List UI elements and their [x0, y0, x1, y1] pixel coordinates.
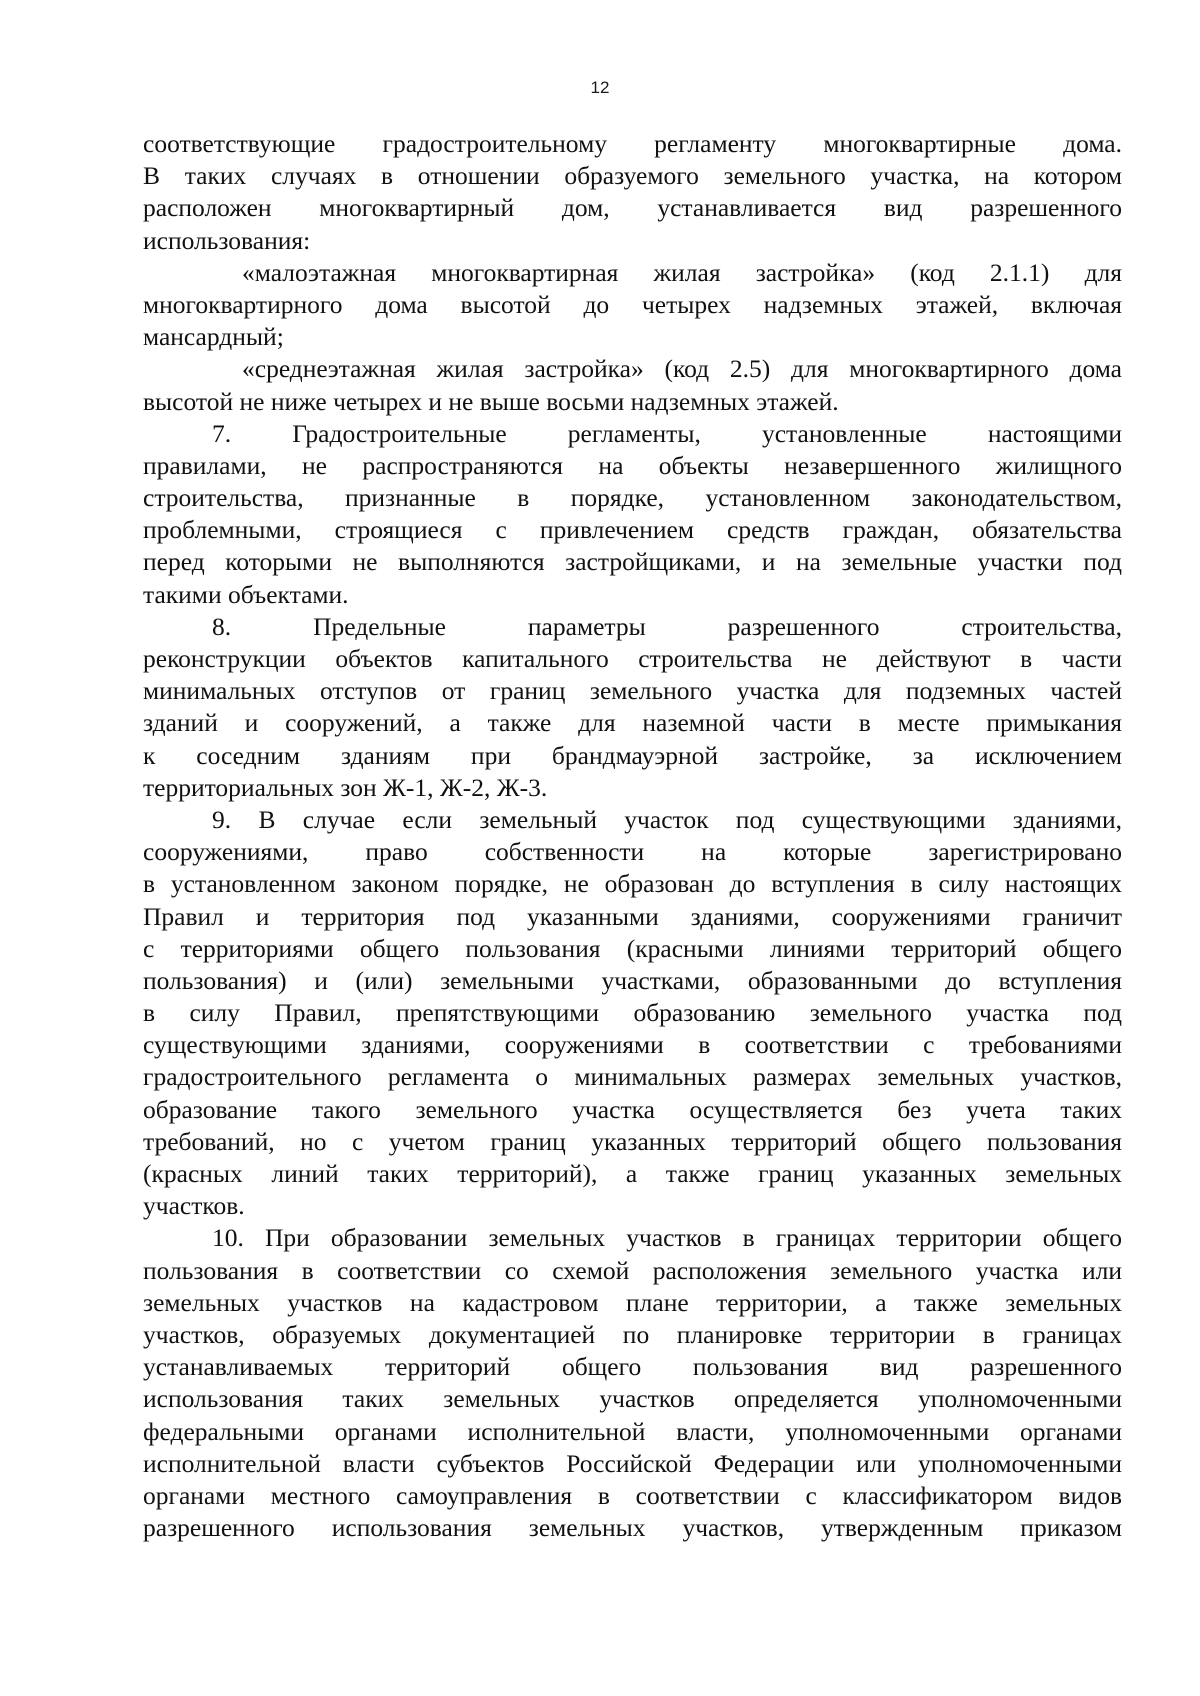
text-line: территориальных зон Ж-1, Ж-2, Ж-3. [143, 772, 548, 802]
text-line: проблемными, строящиеся с привлечением средств граждан, обязательства [143, 515, 1122, 545]
text-line: мансардный; [143, 322, 284, 352]
text-line: в силу Правил, препятствующими образованию земельного участка под [143, 998, 1122, 1028]
text-line: федеральными органами исполнительной власти, уполномоченными органами [143, 1416, 1122, 1446]
text-line: использования: [143, 225, 311, 255]
text-line: использования таких земельных участков определяется уполномоченными [143, 1384, 1122, 1414]
text-line: В таких случаях в отношении образуемого земельного участка, на котором [143, 161, 1122, 191]
text-line: минимальных отступов от границ земельного участка для подземных частей [143, 676, 1122, 706]
text-line: пользования в соответствии со схемой расположения земельного участка или [143, 1255, 1122, 1285]
text-line: с территориями общего пользования (красными линиями территорий общего [143, 933, 1122, 963]
text-line: реконструкции объектов капитального строительства не действуют в части [143, 644, 1122, 673]
text-line: градостроительного регламента о минимальных размерах земельных участков, [143, 1062, 1122, 1092]
text-line: зданий и сооружений, а также для наземной части в месте примыкания [143, 708, 1122, 738]
text-line: требований, но с учетом границ указанных территорий общего пользования [143, 1126, 1122, 1156]
text-line: правилами, не распространяются на объекты незавершенного жилищного [143, 450, 1122, 480]
text-line: в установленном законом порядке, не образован до вступления в силу настоящих [143, 869, 1122, 899]
text-line: перед которыми не выполняются застройщиками, и на земельные участки под [143, 547, 1122, 577]
text-line: такими объектами. [143, 579, 349, 609]
text-line: участков, образуемых документацией по планировке территории в границах [143, 1319, 1122, 1349]
text-line: разрешенного использования земельных участков, утвержденным приказом [143, 1513, 1122, 1543]
text-line: «малоэтажная многоквартирная жилая застройка» (код 2.1.1) для [242, 257, 1122, 287]
text-line: многоквартирного дома высотой до четырех надземных этажей, включая [143, 289, 1122, 319]
text-line: исполнительной власти субъектов Российской Федерации или уполномоченными [143, 1448, 1122, 1478]
text-line: высотой не ниже четырех и не выше восьми надземных этажей. [143, 386, 839, 416]
text-line: соответствующие градостроительному регламенту многоквартирные дома. [143, 129, 1122, 158]
document-body [143, 128, 1122, 1544]
text-line: к соседним зданиям при брандмауэрной застройке, за исключением [143, 740, 1122, 770]
text-line: органами местного самоуправления в соответствии с классификатором видов [143, 1480, 1122, 1510]
text-line: 7. Градостроительные регламенты, установленные настоящими [212, 418, 1122, 448]
text-line: расположен многоквартирный дом, устанавливается вид разрешенного [143, 193, 1122, 223]
text-line: участков. [143, 1191, 245, 1221]
page-number: 12 [590, 78, 610, 97]
text-line: 8. Предельные параметры разрешенного строительства, [212, 611, 1122, 641]
text-line: земельных участков на кадастровом плане территории, а также земельных [143, 1287, 1122, 1317]
text-line: 10. При образовании земельных участков в границах территории общего [212, 1223, 1122, 1253]
text-line: образование такого земельного участка осуществляется без учета таких [143, 1094, 1122, 1124]
text-line: пользования) и (или) земельными участками, образованными до вступления [143, 965, 1122, 995]
text-line: (красных линий таких территорий), а также границ указанных земельных [143, 1159, 1122, 1188]
text-line: строительства, признанные в порядке, установленном законодательством, [143, 483, 1122, 513]
text-line: устанавливаемых территорий общего пользования вид разрешенного [143, 1352, 1122, 1382]
text-line: существующими зданиями, сооружениями в соответствии с требованиями [143, 1030, 1122, 1060]
text-line: 9. В случае если земельный участок под существующими зданиями, [212, 804, 1122, 834]
text-line: «среднеэтажная жилая застройка» (код 2.5) для многоквартирного дома [242, 354, 1122, 384]
text-line: Правил и территория под указанными зданиями, сооружениями граничит [143, 901, 1122, 931]
text-line: сооружениями, право собственности на которые зарегистрировано [143, 837, 1122, 867]
